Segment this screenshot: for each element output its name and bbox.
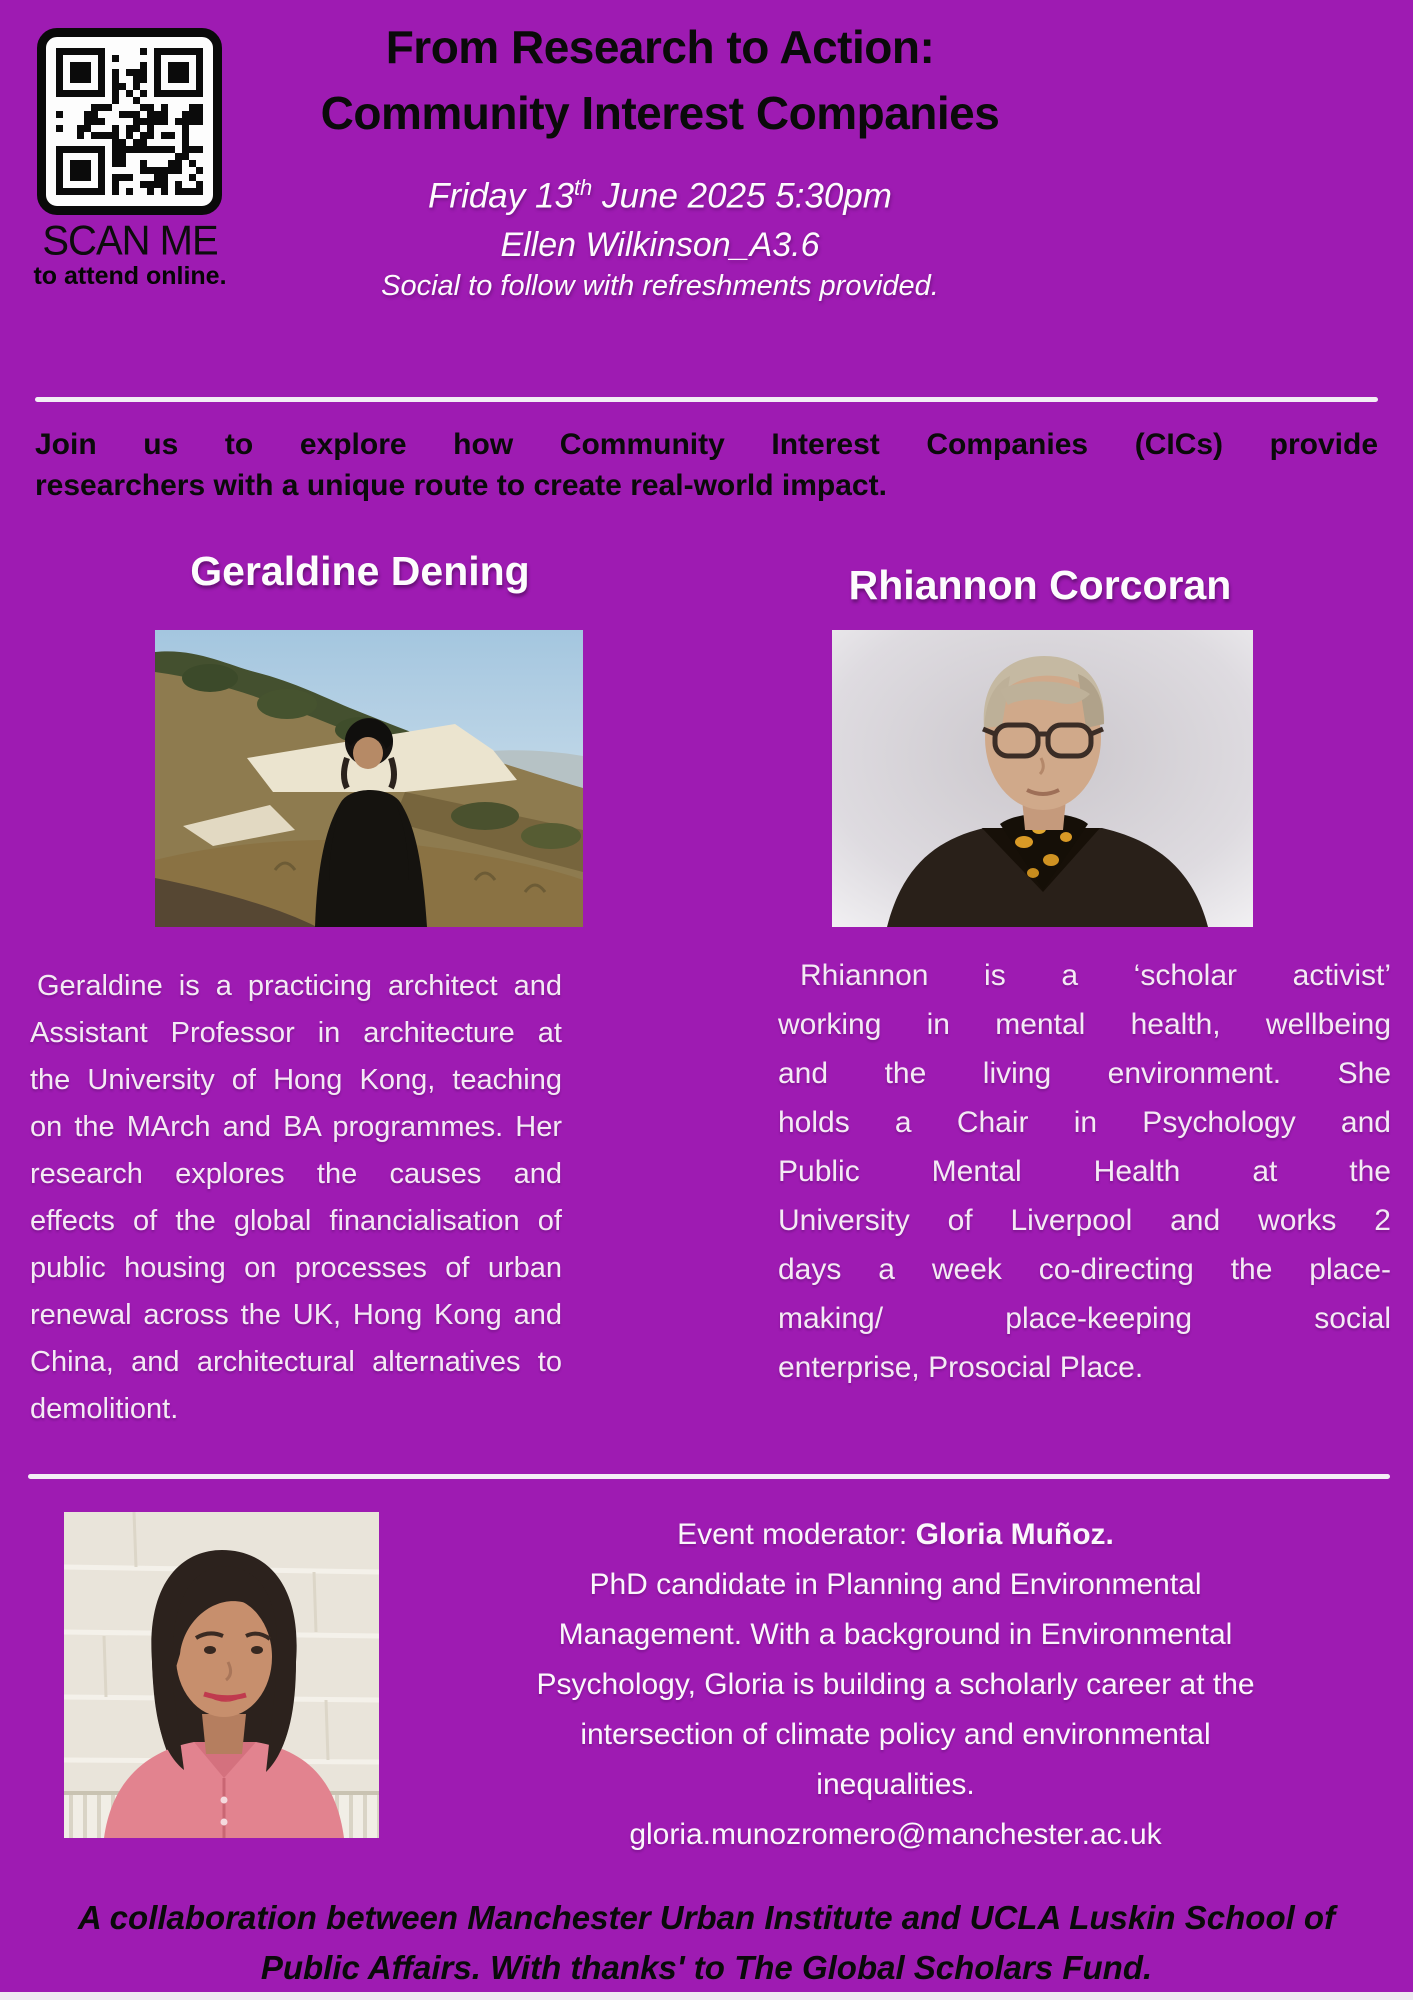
geraldine-photo-illustration [155,630,583,927]
moderator-line: Management. With a background in Environmental [558,1618,1233,1651]
rhiannon-bio [778,951,1391,1392]
event-title-line-1: From Research to Action: [385,21,935,73]
speaker-name-geraldine: Geraldine Dening [190,548,530,594]
event-social-note: Social to follow with refreshments provided. [381,269,939,302]
bio-line: effects of the global financialisation of [30,1205,562,1237]
event-title-line-2: Community Interest Companies [320,87,1000,139]
event-location: Ellen Wilkinson_A3.6 [500,225,820,264]
moderator-email: gloria.munozromero@manchester.ac.uk [629,1818,1162,1851]
rhiannon-photo-illustration [832,630,1253,927]
divider-top [35,397,1378,402]
bio-line: days a week co-directing the place- [778,1253,1391,1286]
event-title [235,14,1085,146]
moderator-intro-line [398,1510,1393,1560]
rhiannon-photo [832,630,1253,927]
event-date-ordinal: th [573,175,593,200]
qr-scan-me-label: SCAN ME [42,217,218,265]
bio-line: and the living environment. She [778,1057,1391,1090]
bio-line: the University of Hong Kong, teaching [30,1064,562,1096]
footer-line-2: Public Affairs. With thanks' to The Global Scholars Fund. [260,1949,1153,1986]
speaker-name-rhiannon: Rhiannon Corcoran [848,562,1232,608]
moderator-block [398,1510,1393,1860]
moderator-name: Gloria Muñoz. [915,1518,1114,1551]
bio-line: holds a Chair in Psychology and [778,1106,1391,1139]
intro-paragraph [35,424,1378,506]
footer-credits [0,1893,1413,1993]
moderator-line: Psychology, Gloria is building a scholarly career at the [536,1668,1255,1701]
moderator-line: inequalities. [816,1768,975,1801]
qr-code-icon [56,48,203,195]
bio-line: research explores the causes and [30,1158,562,1190]
bottom-bar [0,1992,1413,2000]
moderator-prefix: Event moderator: [677,1518,916,1551]
moderator-photo-illustration [64,1512,379,1838]
footer-line-1: A collaboration between Manchester Urban Institute and UCLA Luskin School of [77,1899,1336,1936]
qr-code-box [37,28,222,215]
bio-line: University of Liverpool and works 2 [778,1204,1391,1237]
bio-line: working in mental health, wellbeing [778,1008,1391,1041]
bio-line: demolitiont. [30,1393,179,1425]
bio-line: Rhiannon is a ‘scholar activist’ [800,959,1391,992]
event-details [235,160,1085,307]
bio-line: China, and architectural alternatives to [30,1346,562,1378]
divider-bottom [28,1474,1390,1479]
qr-attend-online-label: to attend online. [33,262,227,290]
bio-line: on the MArch and BA programmes. Her [30,1111,562,1143]
intro-line-2: researchers with a unique route to create real-world impact. [35,469,887,502]
geraldine-photo [155,630,583,927]
bio-line: Public Mental Health at the [778,1155,1391,1188]
bio-line: making/ place-keeping social [778,1302,1391,1335]
intro-line-1: Join us to explore how Community Interest Companies (CICs) provide [35,428,1378,461]
event-date-day: Friday 13 [428,176,574,216]
bio-line: renewal across the UK, Hong Kong and [30,1299,562,1331]
bio-line: Geraldine is a practicing architect and [37,970,562,1002]
moderator-photo [64,1512,379,1838]
event-date-time: June 2025 5:30pm [592,176,892,216]
moderator-line: PhD candidate in Planning and Environmental [589,1568,1202,1601]
bio-line: public housing on processes of urban [30,1252,562,1284]
moderator-line: intersection of climate policy and environmental [580,1718,1211,1751]
bio-line: enterprise, Prosocial Place. [778,1351,1144,1384]
bio-line: Assistant Professor in architecture at [30,1017,562,1049]
event-date [235,160,1085,225]
geraldine-bio [30,963,562,1433]
